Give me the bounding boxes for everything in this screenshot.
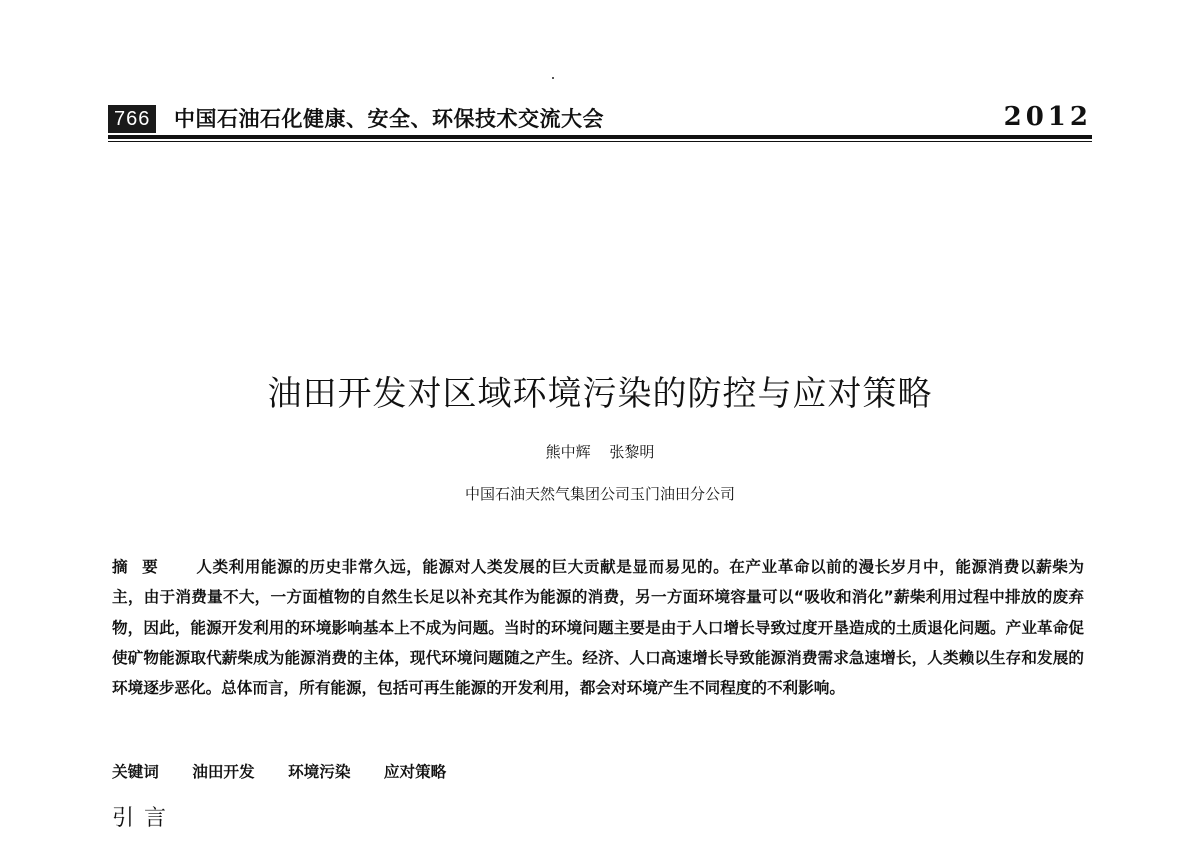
conference-title: 中国石油石化健康、安全、环保技术交流大会 xyxy=(174,107,604,131)
keywords xyxy=(112,758,474,786)
page-number: 766 xyxy=(108,105,156,133)
paper-title: 油田开发对区域环境污染的防控与应对策略 xyxy=(267,374,933,414)
header-rule-thin xyxy=(108,141,1092,142)
abstract xyxy=(112,552,1084,703)
keyword-item: 应对策略 xyxy=(383,763,447,781)
keywords-label: 关键词 xyxy=(112,763,159,781)
paper-authors: 熊中辉 张黎明 xyxy=(545,443,655,461)
scan-speck xyxy=(552,77,554,79)
abstract-text: 人类利用能源的历史非常久远，能源对人类发展的巨大贡献是显而易见的。在产业革命以前的漫长岁月中，能源消费以薪柴为主，由于消费量不大，一方面植物的自然生长足以补充其作为能源的消费，另一方面环境容量可以“吸收和消化”薪柴利用过程中排放的废弃物，因此，能源开发利用的环境影响基本上不成为问题。当时的环境问题主要是由于人口增长导致过度开垦造成的土质退化问题。产业革命促使矿物能源取代薪柴成为能源消费的主体，现代环境问题随之产生。经济、人口高速增长导致能源消费需求急速增长，人类赖以生存和发展的环境逐步恶化。总体而言，所有能源，包括可再生能源的开发利用，都会对环境产生不同程度的不利影响。 xyxy=(112,558,1084,698)
keyword-item: 环境污染 xyxy=(288,763,351,781)
conference-year: 2012 xyxy=(1003,102,1092,132)
abstract-label: 摘要 xyxy=(112,558,173,576)
header-rule-thick xyxy=(108,135,1092,139)
section-heading-introduction: 引言 xyxy=(112,806,177,831)
page-header xyxy=(108,100,1092,140)
keyword-item: 油田开发 xyxy=(192,763,255,781)
paper-affiliation: 中国石油天然气集团公司玉门油田分公司 xyxy=(464,485,735,503)
